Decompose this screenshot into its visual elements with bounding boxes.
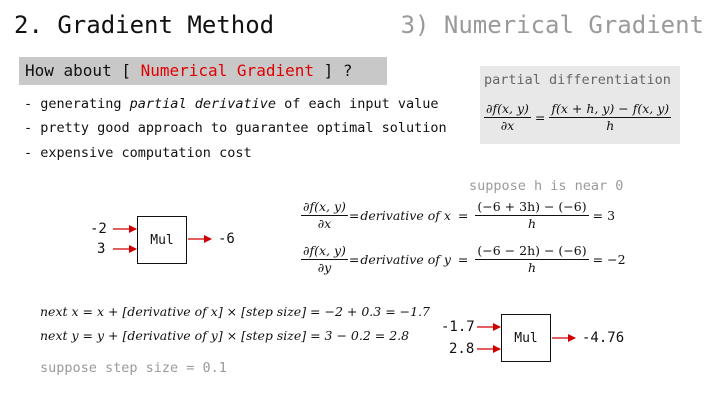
slide-title: 2. Gradient Method [14, 11, 275, 39]
mul-node-label: Mul [150, 232, 174, 248]
fraction-denominator: ∂x [317, 216, 332, 232]
node1-input-y: 3 [97, 241, 106, 257]
fraction-denominator: ∂y [317, 260, 332, 276]
question-prefix: How about [ [25, 61, 141, 80]
mul-node-label: Mul [514, 330, 538, 346]
mul-node-1 [137, 216, 187, 264]
question-suffix: ] ? [313, 61, 353, 80]
node2-input-x: -1.7 [441, 319, 475, 335]
fraction-numerator: ∂f(x, y) [301, 200, 348, 216]
fraction-denominator: h [527, 260, 537, 276]
section-title: 3) Numerical Gradient [400, 11, 704, 39]
derivative-y-result: −2 [607, 252, 626, 268]
derivative-y-equation: $\frac{\partial f(x, y)}{\partial y}$ = derivative of y = $\frac{(-6 - 2h) - (-6)}{h}$ = −2 [303, 243, 626, 276]
bullet-text: of each input value [275, 96, 439, 112]
fraction-denominator: h [527, 216, 537, 232]
derivative-y-rhs [475, 244, 588, 276]
derivative-x-lhs [301, 200, 348, 232]
node1-output: -6 [218, 231, 235, 247]
derivative-x-result: 3 [607, 208, 616, 224]
derivative-x-equation: $\frac{\partial f(x, y)}{\partial x}$ = derivative of x = $\frac{(-6 + 3h) - (-6)}{h}$ = 3 [303, 199, 616, 232]
node2-output: -4.76 [582, 330, 625, 346]
derivative-y-lhs [301, 244, 348, 276]
node1-input-x: -2 [90, 221, 107, 237]
partial-differentiation-formula: $\frac{\partial f(x, y)}{\partial x}$ = $\frac{f(x + h, y) - f(x, y)}{h}$ [486, 101, 670, 134]
derivative-y-text: derivative of y [360, 252, 451, 268]
fraction-numerator: (−6 − 2h) − (−6) [475, 244, 588, 260]
derivative-x-rhs [475, 200, 588, 232]
fraction-numerator: ∂f(x, y) [484, 102, 531, 118]
suppose-h-note: suppose h is near 0 [469, 178, 624, 194]
next-x-equation: next x = x + [derivative of x] × [step size] = −2 + 0.3 = −1.7 [40, 304, 431, 319]
derivative-x-text: derivative of x [360, 208, 451, 224]
partial-differentiation-label: partial differentiation [484, 72, 671, 88]
bullet-italic: partial derivative [129, 96, 276, 112]
fraction-numerator: ∂f(x, y) [301, 244, 348, 260]
next-y-equation: next y = y + [derivative of y] × [step size] = 3 − 0.2 = 2.8 [40, 328, 410, 343]
suppose-step-note: suppose step size = 0.1 [40, 360, 227, 376]
bullet-text: - pretty good approach to guarantee optimal solution [24, 120, 447, 136]
bullet-text: - expensive computation cost [24, 145, 252, 161]
bullet-text: - generating [24, 96, 130, 112]
fraction-numerator: f(x + h, y) − f(x, y) [549, 102, 671, 118]
node2-input-y: 2.8 [449, 341, 475, 357]
question-highlight: Numerical Gradient [140, 61, 314, 80]
fraction-denominator: ∂x [500, 118, 515, 134]
mul-node-2 [501, 314, 551, 362]
fraction-numerator: (−6 + 3h) − (−6) [475, 200, 588, 216]
fraction-denominator: h [606, 118, 615, 134]
